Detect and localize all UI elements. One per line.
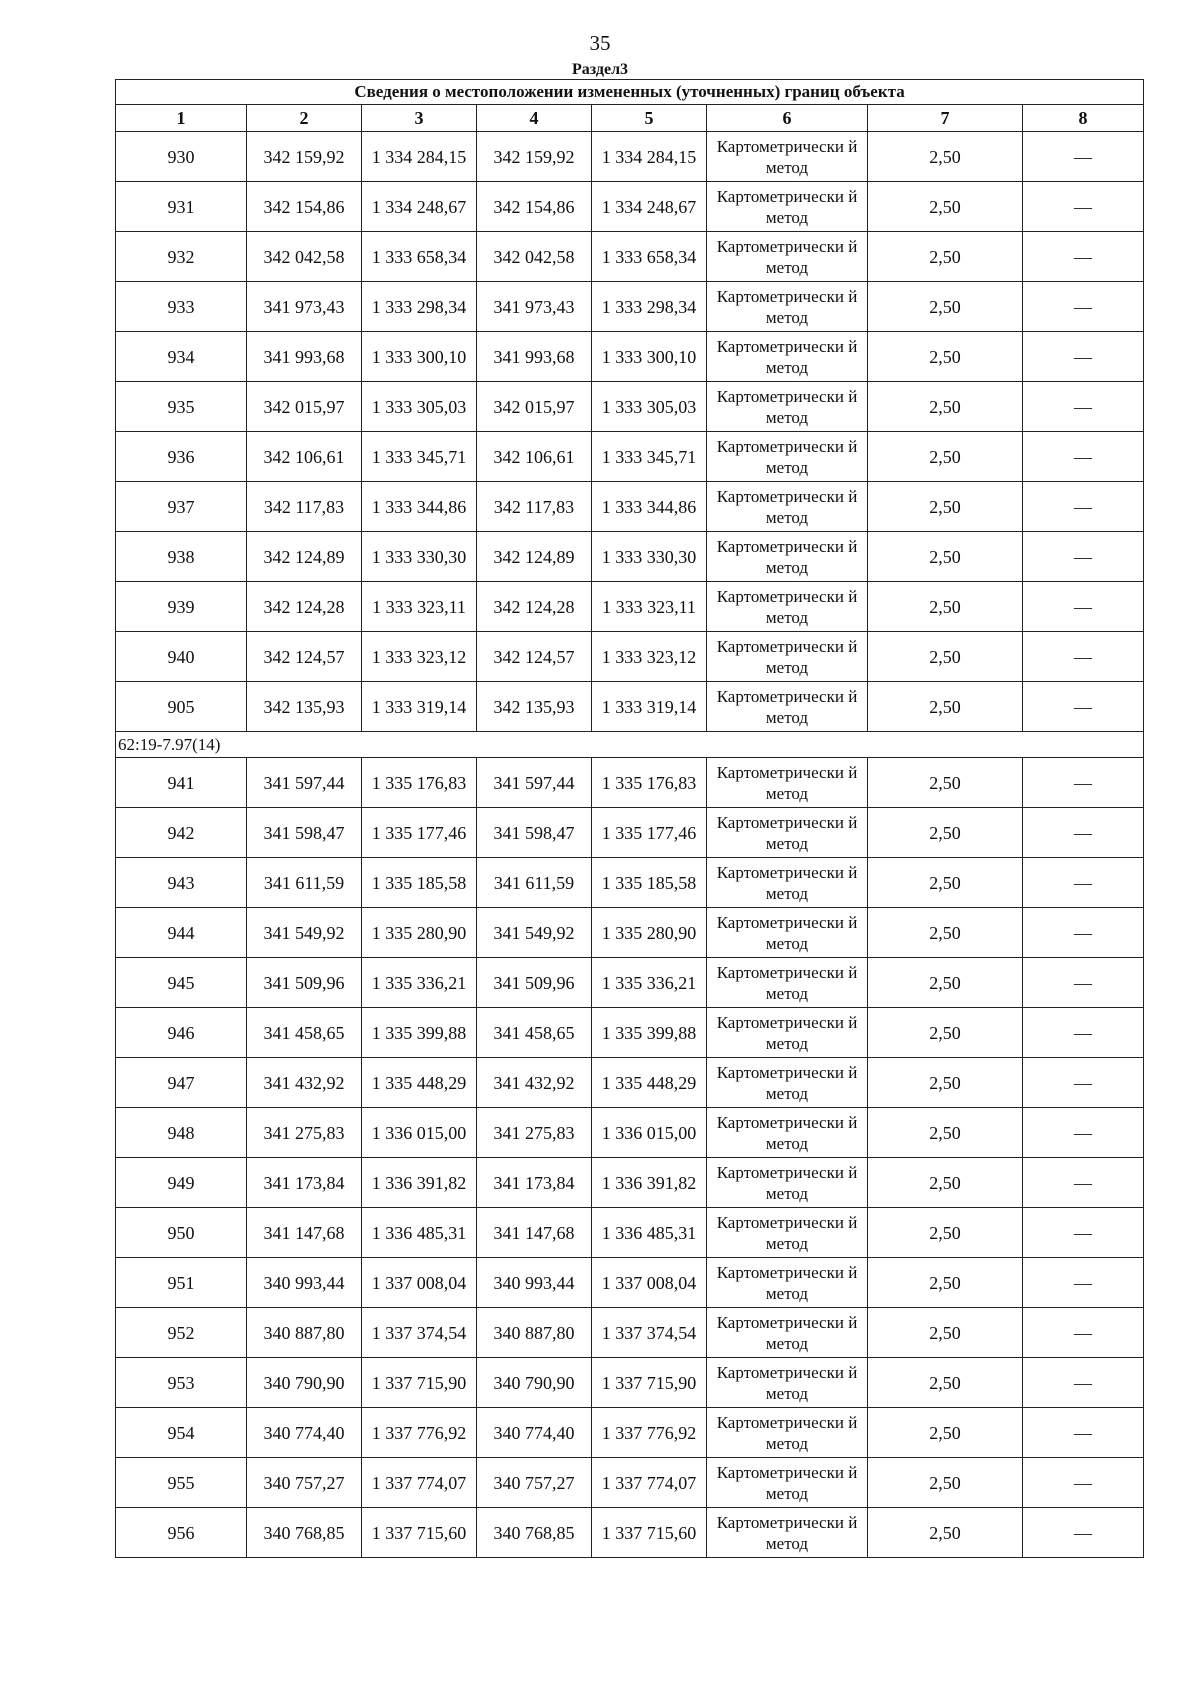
y-coord-cell: 1 334 284,15 (362, 132, 477, 182)
x-coord-refined-cell: 342 124,89 (477, 532, 592, 582)
x-coord-refined-cell: 341 509,96 (477, 958, 592, 1008)
boundary-coordinates-table (115, 79, 1144, 1558)
x-coord-cell: 340 887,80 (247, 1308, 362, 1358)
method-cell: Картометрически й метод (707, 682, 868, 732)
column-number: 4 (477, 105, 592, 132)
accuracy-cell: 2,50 (868, 908, 1023, 958)
x-coord-refined-cell: 341 973,43 (477, 282, 592, 332)
note-cell: — (1023, 1008, 1144, 1058)
table-row (116, 1408, 1144, 1458)
table-row (116, 1108, 1144, 1158)
point-number-cell: 938 (116, 532, 247, 582)
y-coord-refined-cell: 1 333 323,12 (592, 632, 707, 682)
note-cell: — (1023, 332, 1144, 382)
section-title: Раздел3 (571, 61, 629, 78)
accuracy-cell: 2,50 (868, 1308, 1023, 1358)
method-cell: Картометрически й метод (707, 532, 868, 582)
accuracy-cell: 2,50 (868, 1208, 1023, 1258)
x-coord-cell: 341 275,83 (247, 1108, 362, 1158)
method-cell: Картометрически й метод (707, 182, 868, 232)
method-cell: Картометрически й метод (707, 1008, 868, 1058)
table-row (116, 858, 1144, 908)
accuracy-cell: 2,50 (868, 1008, 1023, 1058)
point-number-cell: 949 (116, 1158, 247, 1208)
point-number-cell: 952 (116, 1308, 247, 1358)
y-coord-refined-cell: 1 336 485,31 (592, 1208, 707, 1258)
x-coord-refined-cell: 341 173,84 (477, 1158, 592, 1208)
table-row (116, 1458, 1144, 1508)
method-cell: Картометрически й метод (707, 1208, 868, 1258)
y-coord-cell: 1 333 319,14 (362, 682, 477, 732)
accuracy-cell: 2,50 (868, 758, 1023, 808)
note-cell: — (1023, 1208, 1144, 1258)
note-cell: — (1023, 182, 1144, 232)
table-row (116, 1208, 1144, 1258)
table-row (116, 1058, 1144, 1108)
page-number: 35 (589, 31, 611, 55)
y-coord-refined-cell: 1 333 298,34 (592, 282, 707, 332)
note-cell: — (1023, 1358, 1144, 1408)
y-coord-refined-cell: 1 333 305,03 (592, 382, 707, 432)
point-number-cell: 955 (116, 1458, 247, 1508)
point-number-cell: 936 (116, 432, 247, 482)
y-coord-refined-cell: 1 335 185,58 (592, 858, 707, 908)
note-cell: — (1023, 232, 1144, 282)
column-number: 2 (247, 105, 362, 132)
method-cell: Картометрически й метод (707, 958, 868, 1008)
method-cell: Картометрически й метод (707, 758, 868, 808)
accuracy-cell: 2,50 (868, 1108, 1023, 1158)
table-row (116, 1508, 1144, 1558)
y-coord-refined-cell: 1 336 015,00 (592, 1108, 707, 1158)
y-coord-refined-cell: 1 333 300,10 (592, 332, 707, 382)
x-coord-cell: 342 154,86 (247, 182, 362, 232)
table-row (116, 958, 1144, 1008)
y-coord-cell: 1 333 300,10 (362, 332, 477, 382)
accuracy-cell: 2,50 (868, 232, 1023, 282)
y-coord-refined-cell: 1 337 008,04 (592, 1258, 707, 1308)
point-number-cell: 932 (116, 232, 247, 282)
x-coord-refined-cell: 340 887,80 (477, 1308, 592, 1358)
table-row (116, 282, 1144, 332)
y-coord-cell: 1 333 344,86 (362, 482, 477, 532)
method-cell: Картометрически й метод (707, 132, 868, 182)
point-number-cell: 947 (116, 1058, 247, 1108)
point-number-cell: 953 (116, 1358, 247, 1408)
method-cell: Картометрически й метод (707, 432, 868, 482)
y-coord-refined-cell: 1 335 280,90 (592, 908, 707, 958)
x-coord-refined-cell: 342 015,97 (477, 382, 592, 432)
accuracy-cell: 2,50 (868, 582, 1023, 632)
x-coord-cell: 341 147,68 (247, 1208, 362, 1258)
x-coord-refined-cell: 341 458,65 (477, 1008, 592, 1058)
x-coord-refined-cell: 342 124,28 (477, 582, 592, 632)
note-cell: — (1023, 1158, 1144, 1208)
table-row (116, 182, 1144, 232)
y-coord-refined-cell: 1 333 319,14 (592, 682, 707, 732)
x-coord-refined-cell: 342 154,86 (477, 182, 592, 232)
method-cell: Картометрически й метод (707, 282, 868, 332)
point-number-cell: 944 (116, 908, 247, 958)
y-coord-cell: 1 335 399,88 (362, 1008, 477, 1058)
x-coord-cell: 342 135,93 (247, 682, 362, 732)
x-coord-cell: 341 509,96 (247, 958, 362, 1008)
point-number-cell: 942 (116, 808, 247, 858)
note-cell: — (1023, 482, 1144, 532)
x-coord-cell: 341 458,65 (247, 1008, 362, 1058)
x-coord-refined-cell: 342 042,58 (477, 232, 592, 282)
y-coord-refined-cell: 1 335 448,29 (592, 1058, 707, 1108)
note-cell: — (1023, 132, 1144, 182)
accuracy-cell: 2,50 (868, 1258, 1023, 1308)
y-coord-refined-cell: 1 337 715,60 (592, 1508, 707, 1558)
x-coord-cell: 340 774,40 (247, 1408, 362, 1458)
point-number-cell: 933 (116, 282, 247, 332)
accuracy-cell: 2,50 (868, 332, 1023, 382)
y-coord-refined-cell: 1 336 391,82 (592, 1158, 707, 1208)
accuracy-cell: 2,50 (868, 808, 1023, 858)
accuracy-cell: 2,50 (868, 532, 1023, 582)
x-coord-cell: 341 611,59 (247, 858, 362, 908)
x-coord-cell: 342 159,92 (247, 132, 362, 182)
method-cell: Картометрически й метод (707, 632, 868, 682)
table-row (116, 632, 1144, 682)
y-coord-refined-cell: 1 335 177,46 (592, 808, 707, 858)
x-coord-refined-cell: 342 124,57 (477, 632, 592, 682)
table-row (116, 432, 1144, 482)
table-body-part2 (116, 758, 1144, 1558)
x-coord-cell: 342 042,58 (247, 232, 362, 282)
x-coord-cell: 341 597,44 (247, 758, 362, 808)
table-row (116, 1308, 1144, 1358)
x-coord-refined-cell: 342 117,83 (477, 482, 592, 532)
point-number-cell: 931 (116, 182, 247, 232)
table-row (116, 582, 1144, 632)
table-row (116, 232, 1144, 282)
y-coord-refined-cell: 1 337 774,07 (592, 1458, 707, 1508)
y-coord-refined-cell: 1 334 248,67 (592, 182, 707, 232)
y-coord-cell: 1 333 345,71 (362, 432, 477, 482)
x-coord-refined-cell: 340 790,90 (477, 1358, 592, 1408)
method-cell: Картометрически й метод (707, 1108, 868, 1158)
y-coord-refined-cell: 1 337 776,92 (592, 1408, 707, 1458)
x-coord-refined-cell: 340 993,44 (477, 1258, 592, 1308)
table-row (116, 908, 1144, 958)
x-coord-refined-cell: 341 993,68 (477, 332, 592, 382)
table-row (116, 808, 1144, 858)
y-coord-refined-cell: 1 337 374,54 (592, 1308, 707, 1358)
x-coord-cell: 341 598,47 (247, 808, 362, 858)
column-number: 5 (592, 105, 707, 132)
table-row (116, 382, 1144, 432)
accuracy-cell: 2,50 (868, 282, 1023, 332)
note-cell: — (1023, 282, 1144, 332)
method-cell: Картометрически й метод (707, 908, 868, 958)
y-coord-refined-cell: 1 333 345,71 (592, 432, 707, 482)
x-coord-refined-cell: 340 757,27 (477, 1458, 592, 1508)
point-number-cell: 950 (116, 1208, 247, 1258)
point-number-cell: 945 (116, 958, 247, 1008)
x-coord-refined-cell: 340 768,85 (477, 1508, 592, 1558)
note-cell: — (1023, 582, 1144, 632)
y-coord-cell: 1 337 715,90 (362, 1358, 477, 1408)
note-cell: — (1023, 1308, 1144, 1358)
y-coord-cell: 1 337 008,04 (362, 1258, 477, 1308)
column-number: 6 (707, 105, 868, 132)
accuracy-cell: 2,50 (868, 632, 1023, 682)
table-row (116, 532, 1144, 582)
y-coord-refined-cell: 1 337 715,90 (592, 1358, 707, 1408)
note-cell: — (1023, 1458, 1144, 1508)
note-cell: — (1023, 758, 1144, 808)
point-number-cell: 941 (116, 758, 247, 808)
note-cell: — (1023, 632, 1144, 682)
accuracy-cell: 2,50 (868, 1458, 1023, 1508)
y-coord-cell: 1 333 323,12 (362, 632, 477, 682)
x-coord-refined-cell: 342 135,93 (477, 682, 592, 732)
note-cell: — (1023, 1058, 1144, 1108)
method-cell: Картометрически й метод (707, 1308, 868, 1358)
note-cell: — (1023, 908, 1144, 958)
x-coord-cell: 342 124,57 (247, 632, 362, 682)
y-coord-cell: 1 336 485,31 (362, 1208, 477, 1258)
point-number-cell: 951 (116, 1258, 247, 1308)
y-coord-cell: 1 337 774,07 (362, 1458, 477, 1508)
table-caption: Сведения о местоположении измененных (уточненных) границ объекта (116, 80, 1144, 105)
y-coord-cell: 1 333 298,34 (362, 282, 477, 332)
y-coord-cell: 1 333 323,11 (362, 582, 477, 632)
y-coord-cell: 1 333 658,34 (362, 232, 477, 282)
table-body-part1 (116, 132, 1144, 732)
accuracy-cell: 2,50 (868, 382, 1023, 432)
table-caption-row (116, 80, 1144, 105)
method-cell: Картометрически й метод (707, 808, 868, 858)
x-coord-refined-cell: 341 432,92 (477, 1058, 592, 1108)
accuracy-cell: 2,50 (868, 858, 1023, 908)
method-cell: Картометрически й метод (707, 232, 868, 282)
y-coord-refined-cell: 1 334 284,15 (592, 132, 707, 182)
y-coord-cell: 1 335 176,83 (362, 758, 477, 808)
y-coord-cell: 1 337 715,60 (362, 1508, 477, 1558)
y-coord-cell: 1 336 015,00 (362, 1108, 477, 1158)
table-row (116, 758, 1144, 808)
method-cell: Картометрически й метод (707, 1058, 868, 1108)
table-row (116, 1008, 1144, 1058)
column-number: 8 (1023, 105, 1144, 132)
accuracy-cell: 2,50 (868, 1058, 1023, 1108)
x-coord-cell: 340 993,44 (247, 1258, 362, 1308)
accuracy-cell: 2,50 (868, 182, 1023, 232)
x-coord-cell: 340 790,90 (247, 1358, 362, 1408)
x-coord-cell: 342 106,61 (247, 432, 362, 482)
y-coord-refined-cell: 1 335 176,83 (592, 758, 707, 808)
accuracy-cell: 2,50 (868, 432, 1023, 482)
method-cell: Картометрически й метод (707, 1258, 868, 1308)
table-row (116, 1158, 1144, 1208)
y-coord-cell: 1 333 305,03 (362, 382, 477, 432)
method-cell: Картометрически й метод (707, 482, 868, 532)
accuracy-cell: 2,50 (868, 1408, 1023, 1458)
table-row (116, 132, 1144, 182)
y-coord-refined-cell: 1 333 344,86 (592, 482, 707, 532)
x-coord-refined-cell: 342 106,61 (477, 432, 592, 482)
x-coord-cell: 342 117,83 (247, 482, 362, 532)
column-number-row (116, 105, 1144, 132)
x-coord-cell: 341 973,43 (247, 282, 362, 332)
y-coord-cell: 1 335 185,58 (362, 858, 477, 908)
group-row (116, 732, 1144, 758)
note-cell: — (1023, 808, 1144, 858)
point-number-cell: 935 (116, 382, 247, 432)
point-number-cell: 905 (116, 682, 247, 732)
x-coord-refined-cell: 341 147,68 (477, 1208, 592, 1258)
y-coord-cell: 1 334 248,67 (362, 182, 477, 232)
y-coord-cell: 1 335 177,46 (362, 808, 477, 858)
note-cell: — (1023, 432, 1144, 482)
note-cell: — (1023, 1258, 1144, 1308)
note-cell: — (1023, 1408, 1144, 1458)
x-coord-cell: 342 124,89 (247, 532, 362, 582)
note-cell: — (1023, 382, 1144, 432)
accuracy-cell: 2,50 (868, 958, 1023, 1008)
x-coord-cell: 341 993,68 (247, 332, 362, 382)
x-coord-refined-cell: 341 597,44 (477, 758, 592, 808)
point-number-cell: 943 (116, 858, 247, 908)
y-coord-cell: 1 335 280,90 (362, 908, 477, 958)
note-cell: — (1023, 1508, 1144, 1558)
x-coord-cell: 341 432,92 (247, 1058, 362, 1108)
x-coord-cell: 342 124,28 (247, 582, 362, 632)
note-cell: — (1023, 1108, 1144, 1158)
y-coord-refined-cell: 1 333 323,11 (592, 582, 707, 632)
group-label: 62:19-7.97(14) (116, 732, 1144, 758)
y-coord-cell: 1 335 336,21 (362, 958, 477, 1008)
x-coord-cell: 340 757,27 (247, 1458, 362, 1508)
method-cell: Картометрически й метод (707, 332, 868, 382)
accuracy-cell: 2,50 (868, 132, 1023, 182)
accuracy-cell: 2,50 (868, 682, 1023, 732)
point-number-cell: 956 (116, 1508, 247, 1558)
accuracy-cell: 2,50 (868, 482, 1023, 532)
method-cell: Картометрически й метод (707, 858, 868, 908)
method-cell: Картометрически й метод (707, 1458, 868, 1508)
y-coord-cell: 1 337 776,92 (362, 1408, 477, 1458)
x-coord-refined-cell: 340 774,40 (477, 1408, 592, 1458)
column-number: 1 (116, 105, 247, 132)
y-coord-cell: 1 333 330,30 (362, 532, 477, 582)
y-coord-cell: 1 337 374,54 (362, 1308, 477, 1358)
note-cell: — (1023, 532, 1144, 582)
x-coord-refined-cell: 341 549,92 (477, 908, 592, 958)
y-coord-cell: 1 335 448,29 (362, 1058, 477, 1108)
table-body-group (116, 732, 1144, 758)
x-coord-refined-cell: 341 611,59 (477, 858, 592, 908)
point-number-cell: 930 (116, 132, 247, 182)
point-number-cell: 954 (116, 1408, 247, 1458)
table-row (116, 1258, 1144, 1308)
method-cell: Картометрически й метод (707, 382, 868, 432)
accuracy-cell: 2,50 (868, 1158, 1023, 1208)
table-row (116, 1358, 1144, 1408)
y-coord-refined-cell: 1 335 336,21 (592, 958, 707, 1008)
point-number-cell: 940 (116, 632, 247, 682)
method-cell: Картометрически й метод (707, 582, 868, 632)
note-cell: — (1023, 858, 1144, 908)
column-number: 7 (868, 105, 1023, 132)
point-number-cell: 946 (116, 1008, 247, 1058)
accuracy-cell: 2,50 (868, 1358, 1023, 1408)
column-number: 3 (362, 105, 477, 132)
table-row (116, 682, 1144, 732)
y-coord-refined-cell: 1 333 330,30 (592, 532, 707, 582)
x-coord-cell: 342 015,97 (247, 382, 362, 432)
x-coord-cell: 340 768,85 (247, 1508, 362, 1558)
note-cell: — (1023, 682, 1144, 732)
y-coord-refined-cell: 1 333 658,34 (592, 232, 707, 282)
x-coord-cell: 341 549,92 (247, 908, 362, 958)
method-cell: Картометрически й метод (707, 1158, 868, 1208)
note-cell: — (1023, 958, 1144, 1008)
table-row (116, 332, 1144, 382)
x-coord-refined-cell: 341 275,83 (477, 1108, 592, 1158)
x-coord-refined-cell: 341 598,47 (477, 808, 592, 858)
point-number-cell: 939 (116, 582, 247, 632)
method-cell: Картометрически й метод (707, 1508, 868, 1558)
method-cell: Картометрически й метод (707, 1408, 868, 1458)
y-coord-cell: 1 336 391,82 (362, 1158, 477, 1208)
accuracy-cell: 2,50 (868, 1508, 1023, 1558)
point-number-cell: 937 (116, 482, 247, 532)
point-number-cell: 948 (116, 1108, 247, 1158)
x-coord-cell: 341 173,84 (247, 1158, 362, 1208)
point-number-cell: 934 (116, 332, 247, 382)
x-coord-refined-cell: 342 159,92 (477, 132, 592, 182)
method-cell: Картометрически й метод (707, 1358, 868, 1408)
table-row (116, 482, 1144, 532)
y-coord-refined-cell: 1 335 399,88 (592, 1008, 707, 1058)
